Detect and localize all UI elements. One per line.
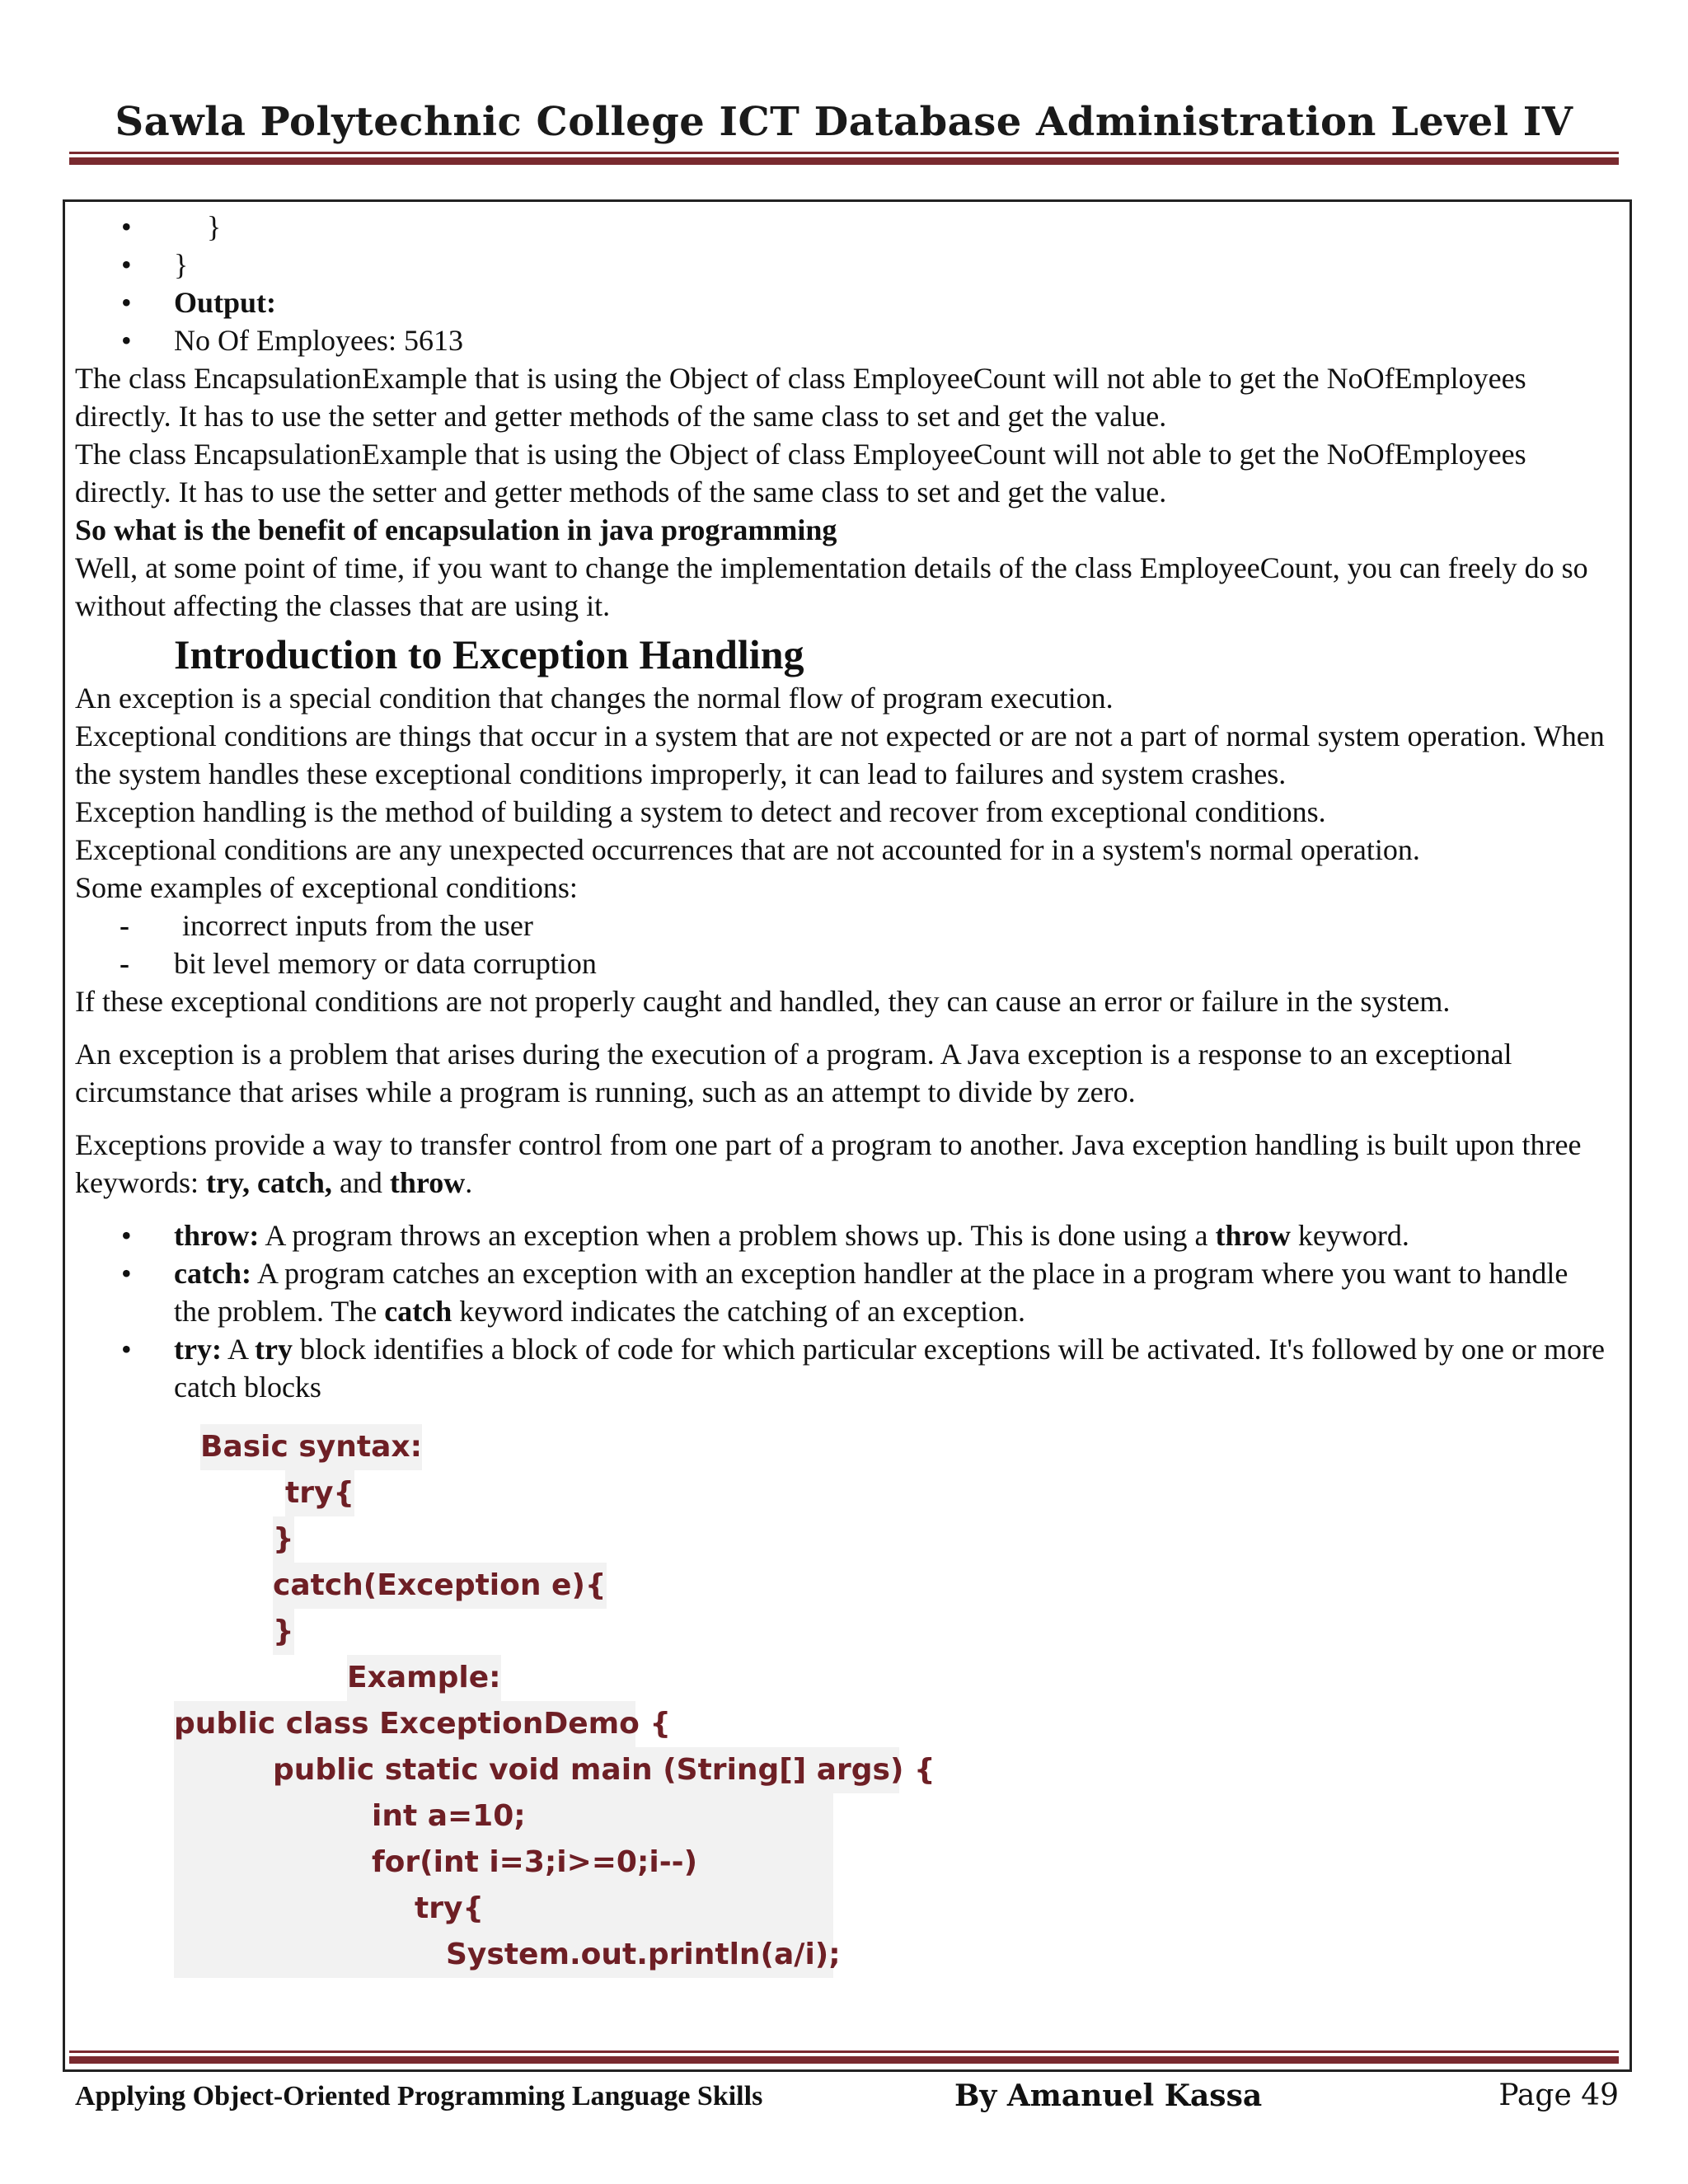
code-line <box>75 1793 1608 1840</box>
example-text: bit level memory or data corruption <box>174 947 597 980</box>
keyword-bullet-list <box>75 1216 1608 1406</box>
paragraph: Well, at some point of time, if you want to change the implementation details of the class EmployeeCount, you can freely do so without affecting the classes that are using it. <box>75 551 1588 622</box>
keywords-paragraph <box>75 1126 1608 1202</box>
section-heading: Introduction to Exception Handling <box>174 631 804 677</box>
paragraph: The class EncapsulationExample that is using the Object of class EmployeeCount will not able to get the NoOfEmployees directly. It has to use the setter and getter methods of the same class to set and get the value. <box>75 438 1526 509</box>
list-item <box>75 246 1608 284</box>
code-text-wrap <box>174 1886 833 1932</box>
code-text-wrap <box>174 1747 935 1793</box>
desc: keyword. <box>1290 1219 1409 1252</box>
page-header-title: Sawla Polytechnic College ICT Database Administration Level IV <box>115 99 1573 145</box>
code-text: for(int i=3;i>=0;i--) <box>372 1845 698 1879</box>
paragraph: An exception is a special condition that changes the normal flow of program execution. <box>75 682 1114 715</box>
paragraph: Exceptional conditions are any unexpected occurrences that are not accounted for in a system's normal operation. <box>75 833 1420 866</box>
code-line <box>75 1470 1608 1516</box>
term: throw: <box>174 1219 260 1252</box>
header-divider-thick <box>69 157 1619 165</box>
list-item <box>75 208 1608 246</box>
keyword: catch <box>384 1295 452 1328</box>
desc: block identifies a block of code for which particular exceptions will be activated. It's followed by one or more catch blocks <box>174 1333 1605 1404</box>
code-block <box>75 1424 1608 1978</box>
code-label-basic-syntax <box>75 1424 1608 1470</box>
output-value: No Of Employees: 5613 <box>174 324 463 357</box>
keywords-text: Exceptions provide a way to transfer control from one part of a program to another. Java exception handling is built upon three keywords: <box>75 1128 1582 1199</box>
code-text: } <box>273 1609 294 1655</box>
code-text: catch(Exception e){ <box>273 1563 607 1609</box>
benefit-heading-text: So what is the benefit of encapsulation in java programming <box>75 513 837 546</box>
footer-page-number: Page 49 <box>1498 2079 1619 2112</box>
code-text: System.out.println(a/i); <box>446 1938 841 1971</box>
top-bullet-list <box>75 208 1608 359</box>
keyword: try <box>255 1333 293 1366</box>
paragraph: Exception handling is the method of building a system to detect and recover from exceptional conditions. <box>75 795 1326 828</box>
list-item-text: } <box>174 248 189 281</box>
term: catch: <box>174 1257 251 1290</box>
example-item <box>75 944 1608 982</box>
list-item-text: } <box>207 210 222 243</box>
code-text: int a=10; <box>372 1799 526 1833</box>
code-text: try{ <box>285 1470 354 1516</box>
keywords-text: . <box>465 1166 473 1199</box>
header-divider <box>69 152 1619 154</box>
paragraph: If these exceptional conditions are not properly caught and handled, they can cause an error or failure in the system. <box>75 985 1451 1018</box>
code-line <box>75 1516 1608 1563</box>
list-item <box>75 1254 1608 1330</box>
code-text-wrap <box>174 1793 833 1840</box>
example-item <box>75 907 1608 944</box>
desc: A program catches an exception with an exception handler at the place in a program where you want to handle the problem. The <box>174 1257 1568 1328</box>
footer-author: By Amanuel Kassa <box>954 2079 1263 2113</box>
footer-course-title: Applying Object-Oriented Programming Language Skills <box>75 2081 763 2111</box>
desc: keyword indicates the catching of an exception. <box>452 1295 1025 1328</box>
paragraph: The class EncapsulationExample that is using the Object of class EmployeeCount will not able to get the NoOfEmployees directly. It has to use the setter and getter methods of the same class to set and get the value. <box>75 362 1526 433</box>
output-label: Output: <box>174 286 277 319</box>
list-item <box>75 1216 1608 1254</box>
code-line <box>75 1840 1608 1886</box>
footer-divider <box>69 2050 1619 2053</box>
code-line <box>75 1886 1608 1932</box>
list-item <box>75 321 1608 359</box>
code-line <box>75 1747 1608 1793</box>
footer-divider-thick <box>69 2056 1619 2064</box>
example-text: incorrect inputs from the user <box>182 909 533 942</box>
desc: A <box>221 1333 255 1366</box>
code-text-wrap <box>174 1932 841 1978</box>
code-text-wrap <box>174 1840 833 1886</box>
code-text: try{ <box>415 1891 485 1925</box>
paragraph: Some examples of exceptional conditions: <box>75 871 578 904</box>
page-content <box>75 208 1608 1978</box>
code-text: Example: <box>347 1655 501 1701</box>
list-item <box>75 1330 1608 1406</box>
code-text: public static void main (String[] args) { <box>273 1753 935 1787</box>
keyword: throw <box>1215 1219 1291 1252</box>
code-line <box>75 1932 1608 1978</box>
code-line <box>75 1701 1608 1747</box>
list-item <box>75 284 1608 321</box>
benefit-heading <box>75 511 1608 549</box>
paragraph: Exceptional conditions are things that occur in a system that are not expected or are not a part of normal system operation. When the system handles these exceptional conditions improperly, it can lead to failures and system crashes. <box>75 719 1605 790</box>
code-label-example <box>75 1655 1608 1701</box>
keyword-throw: throw <box>389 1166 466 1199</box>
code-text: Basic syntax: <box>200 1424 422 1470</box>
keywords-text: and <box>331 1166 390 1199</box>
paragraph: An exception is a problem that arises during the execution of a program. A Java exception is a response to an exceptional circumstance that arises while a program is running, such as an attempt to divide by zero. <box>75 1038 1512 1108</box>
keyword-try-catch: try, catch, <box>205 1166 332 1199</box>
code-line <box>75 1609 1608 1655</box>
desc: A program throws an exception when a problem shows up. This is done using a <box>259 1219 1216 1252</box>
code-text: } <box>273 1516 294 1563</box>
code-text: public class ExceptionDemo { <box>174 1701 635 1747</box>
code-line <box>75 1563 1608 1609</box>
term: try: <box>174 1333 222 1366</box>
